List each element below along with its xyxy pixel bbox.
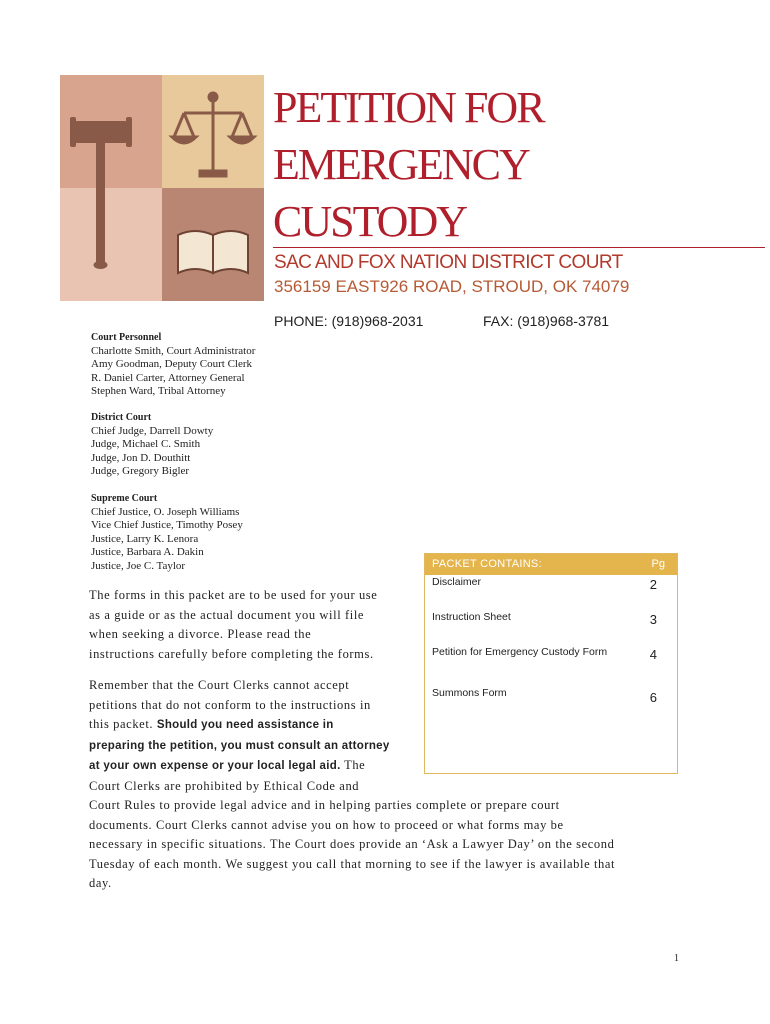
document-title-line: EMERGENCY [273, 140, 529, 189]
text-line: documents. Court Clerks cannot advise you on how to proceed or what forms may be [89, 817, 564, 832]
court-personnel-list [91, 331, 255, 399]
text-line: when seeking a divorce. Please read the [89, 627, 312, 641]
text-run: The [340, 758, 366, 772]
text-line [89, 736, 615, 757]
list-item: Amy Goodman, Deputy Court Clerk [91, 358, 253, 370]
text-line: petitions that do not conform to the instructions in [89, 697, 371, 712]
text-line: Tuesday of each month. We suggest you call that morning to see if the lawyer is available that [89, 856, 616, 871]
packet-item-label: Petition for Emergency Custody Form [432, 646, 608, 658]
page-column-heading: Pg [651, 558, 665, 570]
text-line: Remember that the Court Clerks cannot accept [89, 678, 350, 692]
supreme-court-list [91, 492, 243, 573]
open-book-icon [178, 231, 248, 273]
text-line [89, 715, 615, 736]
text-line: instructions carefully before completing the forms. [89, 646, 374, 661]
gavel-icon [70, 117, 132, 269]
list-item: Chief Justice, O. Joseph Williams [91, 505, 240, 518]
text-line: Court Rules to provide legal advice and in helping parties complete or prepare court [89, 798, 560, 812]
text-line: The forms in this packet are to be used for your use [89, 588, 378, 602]
document-title-line: CUSTODY [273, 197, 467, 246]
packet-item-page: 4 [649, 647, 657, 662]
court-phone: PHONE: (918)968-2031 [274, 313, 424, 329]
text-line: necessary in specific situations. The Court does provide an ‘Ask a Lawyer Day’ on the second [89, 837, 615, 851]
packet-contents-header [425, 554, 677, 575]
packet-item-page: 3 [649, 612, 657, 627]
packet-item-label: Instruction Sheet [432, 611, 511, 623]
text-line: Court Clerks are prohibited by Ethical Code and [89, 778, 360, 793]
section-heading: District Court [91, 412, 152, 423]
packet-item-label: Disclaimer [432, 576, 482, 588]
district-court-list [91, 411, 213, 479]
clerk-notice-paragraph [89, 676, 615, 894]
intro-paragraph [89, 586, 377, 664]
list-item: Judge, Gregory Bigler [91, 465, 190, 477]
list-item: Stephen Ward, Tribal Attorney [91, 385, 226, 397]
scales-of-justice-icon [172, 93, 254, 176]
packet-item-page: 2 [649, 577, 657, 592]
list-item: Charlotte Smith, Court Administrator [91, 344, 256, 357]
packet-item-page: 6 [649, 690, 657, 705]
text-line [89, 756, 615, 777]
court-name: SAC AND FOX NATION DISTRICT COURT [274, 252, 623, 273]
text-line: as a guide or as the actual document you will file [89, 607, 365, 622]
emphasis-text: Should you need assistance in [156, 719, 334, 731]
list-item: Judge, Jon D. Douthitt [91, 451, 191, 464]
court-logo [60, 75, 265, 301]
text-line: day. [89, 876, 112, 890]
title-divider [273, 247, 765, 248]
section-heading: Court Personnel [91, 332, 162, 343]
list-item: Chief Judge, Darrell Dowty [91, 424, 214, 437]
page-number: 1 [674, 953, 679, 964]
text-run: this packet. [89, 717, 157, 731]
packet-contents-title: PACKET CONTAINS: [432, 558, 542, 570]
emphasis-text: preparing the petition, you must consult an attorney [89, 739, 390, 752]
document-title-line: PETITION FOR [273, 83, 544, 132]
emphasis-text: at your own expense or your local legal aid. [89, 760, 341, 772]
court-fax: FAX: (918)968-3781 [483, 313, 610, 329]
court-address: 356159 EAST926 ROAD, STROUD, OK 74079 [274, 277, 630, 296]
list-item: Vice Chief Justice, Timothy Posey [91, 519, 243, 531]
packet-item-label: Summons Form [432, 687, 507, 699]
list-item: Judge, Michael C. Smith [91, 438, 201, 450]
list-item: R. Daniel Carter, Attorney General [91, 371, 245, 384]
list-item: Justice, Joe C. Taylor [91, 559, 186, 572]
section-heading: Supreme Court [91, 493, 158, 504]
list-item: Justice, Barbara A. Dakin [91, 546, 204, 558]
list-item: Justice, Larry K. Lenora [91, 532, 199, 545]
